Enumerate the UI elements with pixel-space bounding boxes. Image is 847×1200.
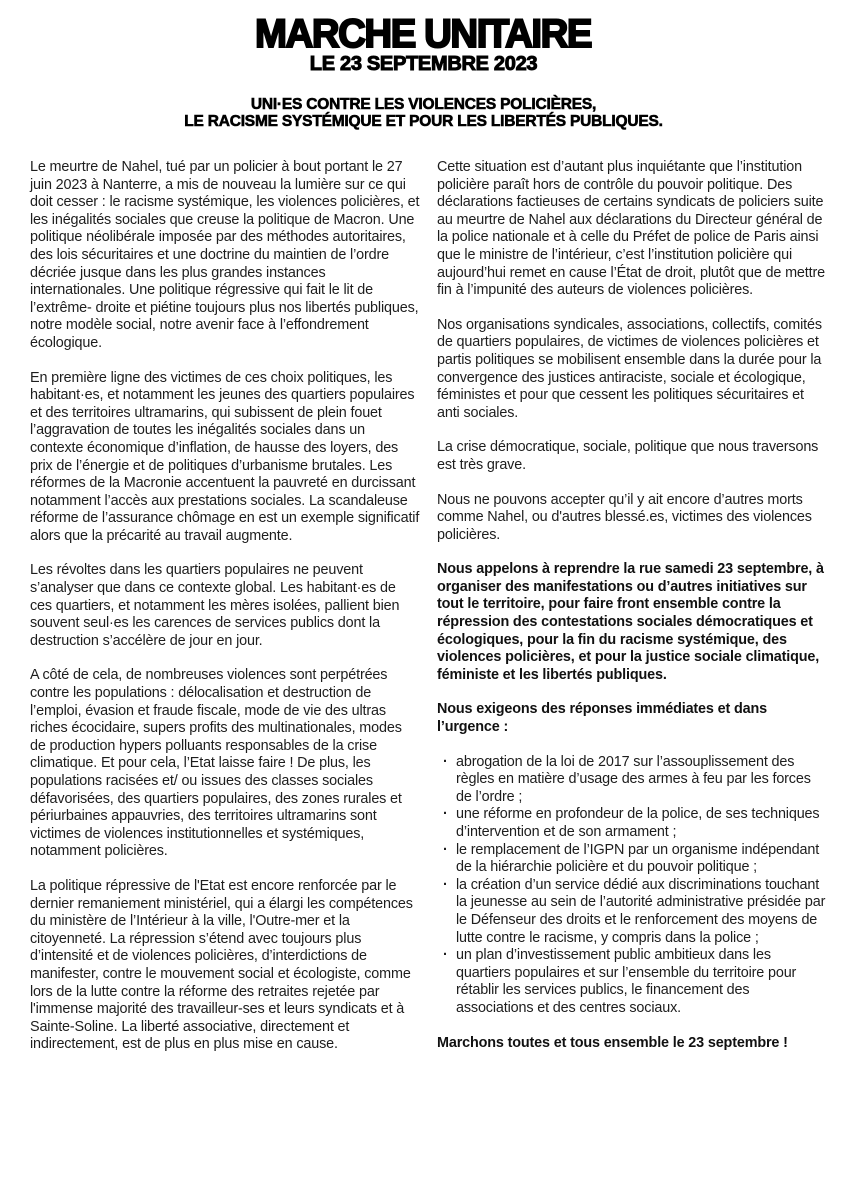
paragraph-politique-repressive: La politique répressive de l'Etat est encore renforcée par le dernier remaniement ministériel, qui a élargi les compétences du ministère de l’Intérieur à la ville, l'Outre-mer et la citoyenneté. La répression s’étend avec toujours plus d’intensité et de violences policières, d’interdictions de manifester, contre le mouvement social et écologiste, comme lors de la lutte contre la réforme des retraites rejetée par l'immense majorité des travailleur-ses et leurs syndicats et à Sainte-Soline. La liberté associative, directement et indirectement, est de plus en plus mise en cause. [30, 877, 413, 1053]
paragraph-victimes: En première ligne des victimes de ces choix politiques, les habitant·es, et notamment les jeunes des quartiers populaires et des territoires ultramarins, qui subissent de plein fouet l’aggravation de toutes les inégalités sociales dans un contexte économique d’inflation, de hausse des loyers, des prix de l’énergie et de politiques d’urbanisme brutales. Les réformes de la Macronie accentuent la pauvreté en durcissant notamment l’accès aux prestations sociales. La scandaleuse réforme de l’assurance chômage en est un exemple significatif alors que la précarité au travail augmente. [30, 369, 420, 544]
demand-item [437, 842, 827, 877]
demand-item [437, 806, 827, 841]
demand-text: le remplacement de l’IGPN par un organisme indépendant de la hiérarchie policière et du pouvoir politique ; [456, 841, 820, 876]
demand-text: une réforme en profondeur de la police, de ses techniques d’intervention et de son armament ; [456, 806, 820, 840]
demand-item [437, 947, 827, 1017]
closing-line: Marchons toutes et tous ensemble le 23 septembre ! [437, 1034, 788, 1051]
bullet-icon: · [443, 841, 448, 858]
paragraph-accepter: Nous ne pouvons accepter qu’il y ait encore d’autres morts comme Nahel, ou d'autres blessé.es, victimes des violences policières. [437, 491, 812, 543]
demands-heading: Nous exigeons des réponses immédiates et dans l’urgence : [437, 701, 767, 736]
demand-text: la création d’un service dédié aux discriminations touchant la jeunesse au sein de l’autorité administrative présidée par le Défenseur des droits et le renforcement des moyens de lutte contre le racisme, y compris dans la police ; [456, 876, 826, 946]
bullet-icon: · [443, 947, 448, 964]
right-column [437, 159, 827, 1069]
demand-item [437, 877, 827, 947]
paragraph-crise: La crise démocratique, sociale, politique que nous traversons est très grave. [437, 439, 819, 473]
header [0, 0, 847, 130]
bullet-icon: · [443, 806, 448, 823]
subtitle-line-2: LE RACISME SYSTÉMIQUE ET POUR LES LIBERTÉS PUBLIQUES. [184, 113, 663, 130]
paragraph-revoltes: Les révoltes dans les quartiers populaires ne peuvent s’analyser que dans ce contexte global. Les habitant·es de ces quartiers, et notamment les mères isolées, pallient bien souvent seul·es les carences de services publics dont la destruction s’accélère de jour en jour. [30, 562, 400, 649]
call-to-action: Nous appelons à reprendre la rue samedi 23 septembre, à organiser des manifestations ou d’autres initiatives sur tout le territoire, pour faire front ensemble contre la répression des contestations sociales démocratiques et écologiques, pour la fin du racisme systémique, des violences policières, et pour la justice sociale climatique, féministe et les libertés publiques. [437, 561, 824, 683]
demand-text: un plan d’investissement public ambitieux dans les quartiers populaires et sur l’ensemble du territoire pour rétablir les services publics, le financement des associations et des centres sociaux. [456, 947, 797, 1016]
paragraph-situation: Cette situation est d’autant plus inquiétante que l’institution policière paraît hors de contrôle du pouvoir politique. Des déclarations factieuses de certains syndicats de policiers suite au meurtre de Nahel aux déclarations du Directeur général de la police nationale et à celle du Préfet de police de Paris ainsi que le ministre de l’intérieur, c’est l’institution policière qui aujourd’hui remet en cause l’État de droit, plutôt que de mettre fin à l’impunité des auteurs de violences policières. [437, 159, 825, 299]
paragraph-violences: A côté de cela, de nombreuses violences sont perpétrées contre les populations : délocalisation et destruction de l’emploi, évasion et fraude fiscale, mode de vie des ultras riches écocidaire, supers profits des multinationales, modes de production hypers polluants responsables de la crise climatique. Et pour cela, l’Etat laisse faire ! De plus, les populations racisées et/ ou issues des classes sociales défavorisées, des quartiers populaires, des zones rurales et périurbaines appauvries, des territoires ultramarins sont victimes de violences institutionnelles et systémiques, notamment policières. [30, 667, 402, 860]
subtitle [0, 96, 847, 130]
demand-text: abrogation de la loi de 2017 sur l’assouplissement des règles en matière d’usage des armes à feu par les forces de l’ordre ; [456, 753, 811, 805]
demand-item [437, 754, 827, 807]
demands-list [437, 754, 827, 1018]
subtitle-line-1: UNI·ES CONTRE LES VIOLENCES POLICIÈRES, [250, 96, 597, 113]
page-title: MARCHE UNITAIRE [255, 12, 592, 56]
paragraph-nahel: Le meurtre de Nahel, tué par un policier à bout portant le 27 juin 2023 à Nanterre, a mis de nouveau la lumière sur ce qui doit cesser : le racisme systémique, les violences policières, et les inégalités sociales que creuse la politique de Macron. Une politique néolibérale imposée par des méthodes autoritaires, des lois sécuritaires et une doctrine du maintien de l’ordre décriée jusque dans les plus grandes instances internationales. Une politique régressive qui fait le lit de l’extrême- droite et piétine toujours plus nos libertés publiques, notre modèle social, notre avenir face à l’effondrement écologique. [30, 159, 420, 351]
bullet-icon: · [443, 753, 448, 770]
bullet-icon: · [443, 876, 448, 893]
left-column [30, 159, 421, 1071]
event-date: LE 23 SEPTEMBRE 2023 [309, 53, 538, 75]
paragraph-organisations: Nos organisations syndicales, associations, collectifs, comités de quartiers populaires, de victimes de violences policières et partis politiques se mobilisent ensemble dans la durée pour la convergence des justices antiraciste, sociale et écologique, féministes et pour que cessent les politiques sécuritaires et anti sociales. [437, 316, 822, 421]
